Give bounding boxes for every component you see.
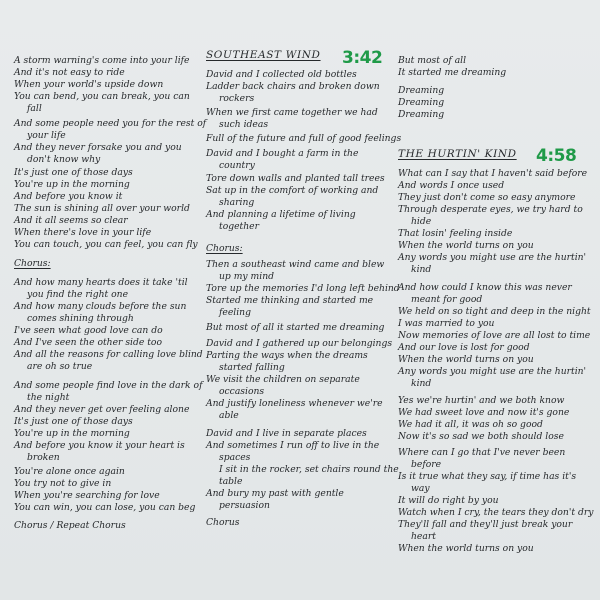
lyric-line: together [219, 221, 259, 232]
lyric-line: But most of all [398, 55, 467, 66]
lyric-line: your life [27, 130, 66, 141]
lyric-line: When your world's upside down [14, 79, 164, 90]
lyric-line: And all the reasons for calling love blind [14, 349, 203, 360]
lyric-line: before [411, 459, 442, 470]
lyric-line: Parting the ways when the dreams [206, 350, 368, 361]
lyric-line: When we first came together we had [206, 107, 378, 118]
lyric-line: David and I collected old bottles [206, 69, 357, 80]
lyric-line: up my mind [219, 271, 274, 282]
lyric-line: able [219, 410, 239, 421]
lyric-line: We visit the children on separate [206, 374, 360, 385]
lyric-line: Any words you might use are the hurtin' [398, 252, 587, 263]
lyric-line: don't know why [27, 154, 101, 165]
lyric-line: I sit in the rocker, set chairs round the [219, 464, 399, 475]
lyric-line: spaces [219, 452, 251, 463]
lyric-line: occasions [219, 386, 265, 397]
lyric-line: And they never forsake you and you [14, 142, 182, 153]
lyric-line: And before you know it your heart is [14, 440, 185, 451]
lyric-line: And bury my past with gentle [206, 488, 344, 499]
lyric-line: heart [411, 531, 436, 542]
lyric-line: When there's love in your life [14, 227, 152, 238]
lyric-line: the night [27, 392, 70, 403]
lyric-line: When the world turns on you [398, 543, 534, 554]
lyric-line: When the world turns on you [398, 354, 534, 365]
lyric-line: way [411, 483, 430, 494]
chorus-label: Chorus: [206, 243, 243, 254]
lyric-line: And how many hearts does it take 'til [14, 277, 188, 288]
lyric-line: meant for good [411, 294, 483, 305]
lyric-line: Started me thinking and started me [206, 295, 374, 306]
lyric-line: feeling [219, 307, 251, 318]
song-title-southeast-wind: SOUTHEAST WIND [206, 49, 321, 61]
lyric-line: You're alone once again [14, 466, 125, 477]
lyric-line: You can touch, you can feel, you can fly [14, 239, 198, 250]
lyric-line: And before you know it [14, 191, 123, 202]
lyric-line: Tore up the memories I'd long left behind [206, 283, 400, 294]
lyric-line: Full of the future and full of good feelings [206, 133, 402, 144]
lyric-line: And planning a lifetime of living [206, 209, 356, 220]
lyric-line: And some people find love in the dark of [14, 380, 203, 391]
lyric-line: Where can I go that I've never been [398, 447, 566, 458]
lyric-line: We had it all, it was oh so good [398, 419, 543, 430]
lyric-line: Watch when I cry, the tears they don't dry [398, 507, 594, 518]
lyric-line: Sat up in the comfort of working and [206, 185, 379, 196]
lyric-line: You try not to give in [14, 478, 112, 489]
lyric-line: And words I once used [398, 180, 505, 191]
lyric-line: Dreaming [398, 85, 445, 96]
lyric-line: When you're searching for love [14, 490, 160, 501]
lyric-line: hide [411, 216, 432, 227]
lyric-line: It started me dreaming [398, 67, 507, 78]
lyric-line: fall [27, 103, 42, 114]
lyric-line: The sun is shining all over your world [14, 203, 190, 214]
lyric-line: sharing [219, 197, 255, 208]
lyric-line: They'll fall and they'll just break your [398, 519, 573, 530]
lyric-line: Dreaming [398, 97, 445, 108]
lyric-line: David and I live in separate places [206, 428, 367, 439]
lyric-line: And how could I know this was never [398, 282, 572, 293]
lyric-line: are oh so true [27, 361, 93, 372]
lyric-line: And our love is lost for good [398, 342, 530, 353]
lyric-line: But most of all it started me dreaming [206, 322, 385, 333]
lyric-line: You're up in the morning [14, 428, 130, 439]
lyric-line: A storm warning's come into your life [14, 55, 190, 66]
lyric-line: Ladder back chairs and broken down [206, 81, 380, 92]
lyric-line: You can win, you can lose, you can beg [14, 502, 196, 513]
lyric-line: And some people need you for the rest of [14, 118, 207, 129]
lyric-line: kind [411, 378, 432, 389]
lyric-line: Tore down walls and planted tall trees [206, 173, 385, 184]
lyric-line: David and I bought a farm in the [206, 148, 359, 159]
lyric-line: It's just one of those days [14, 416, 133, 427]
lyric-line: such ideas [219, 119, 269, 130]
lyric-line: When the world turns on you [398, 240, 534, 251]
lyric-line: I was married to you [398, 318, 495, 329]
lyric-line: We had sweet love and now it's gone [398, 407, 570, 418]
lyric-line: And it all seems so clear [14, 215, 128, 226]
lyric-line: And I've seen the other side too [14, 337, 162, 348]
handwritten-time-southeast-wind: 3:42 [342, 48, 383, 68]
lyric-line: Now it's so sad we both should lose [398, 431, 564, 442]
lyric-line: Through desperate eyes, we try hard to [398, 204, 583, 215]
lyric-line: And sometimes I run off to live in the [206, 440, 380, 451]
lyric-line: kind [411, 264, 432, 275]
lyric-line: Then a southeast wind came and blew [206, 259, 385, 270]
lyric-line: Dreaming [398, 109, 445, 120]
handwritten-time-hurtin-kind: 4:58 [536, 146, 577, 166]
lyric-line: They just don't come so easy anymore [398, 192, 576, 203]
lyric-line: persuasion [219, 500, 270, 511]
lyric-line: you find the right one [27, 289, 128, 300]
lyric-line: We held on so tight and deep in the night [398, 306, 591, 317]
lyric-line: It will do right by you [398, 495, 499, 506]
lyric-line: Now memories of love are all lost to time [398, 330, 591, 341]
lyric-line: And it's not easy to ride [14, 67, 125, 78]
chorus-label: Chorus: [14, 258, 51, 269]
chorus-label: Chorus / Repeat Chorus [14, 520, 126, 531]
lyric-line: started falling [219, 362, 285, 373]
lyric-line: And justify loneliness whenever we're [206, 398, 383, 409]
lyric-line: I've seen what good love can do [14, 325, 163, 336]
song-title-hurtin-kind: THE HURTIN' KIND [398, 148, 517, 160]
lyric-line: Yes we're hurtin' and we both know [398, 395, 565, 406]
lyric-line: comes shining through [27, 313, 134, 324]
lyric-line: And they never get over feeling alone [14, 404, 190, 415]
lyric-line: That losin' feeling inside [398, 228, 513, 239]
lyric-line: David and I gathered up our belongings [206, 338, 393, 349]
lyric-line: And how many clouds before the sun [14, 301, 187, 312]
chorus-label: Chorus [206, 517, 240, 528]
lyric-line: You're up in the morning [14, 179, 130, 190]
lyric-line: Is it true what they say, if time has it's [398, 471, 577, 482]
lyric-line: country [219, 160, 255, 171]
lyric-line: rockers [219, 93, 255, 104]
lyric-line: What can I say that I haven't said before [398, 168, 588, 179]
lyric-line: broken [27, 452, 60, 463]
lyric-line: table [219, 476, 243, 487]
lyric-line: Any words you might use are the hurtin' [398, 366, 587, 377]
lyric-line: It's just one of those days [14, 167, 133, 178]
lyric-line: You can bend, you can break, you can [14, 91, 190, 102]
